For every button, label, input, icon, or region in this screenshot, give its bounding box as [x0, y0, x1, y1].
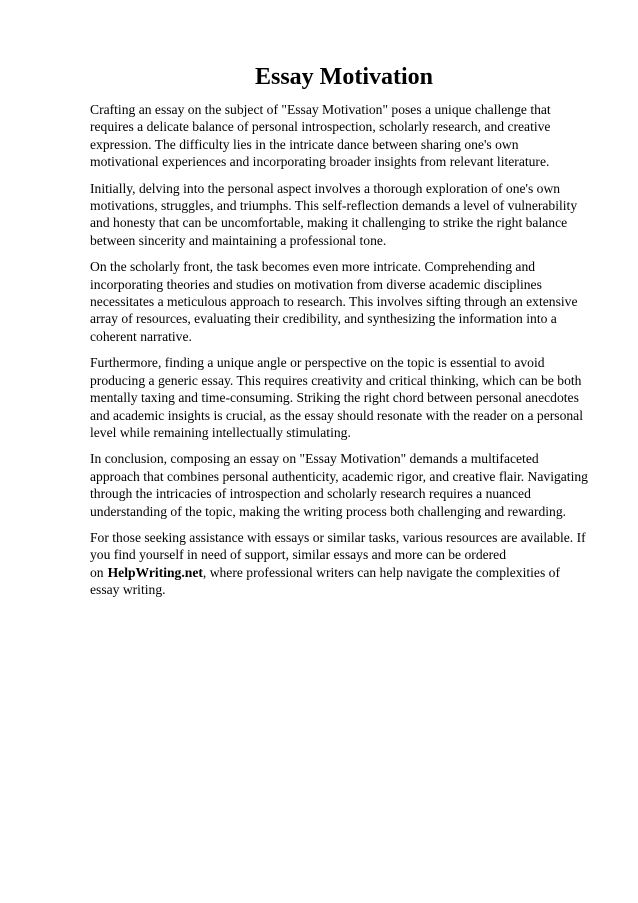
helpwriting-link[interactable]: HelpWriting.net: [107, 564, 203, 580]
page-title: Essay Motivation: [254, 64, 433, 90]
paragraph-conclusion: In conclusion, composing an essay on "Essay Motivation" demands a multifaceted approach that combines personal authenticity, academic rigor, and creative flair. Navigating through the intricacies of introspection and scholarly research requires a nuanced understanding of the topic, making the writing process both challenging and rewarding.: [90, 451, 588, 519]
closing-text-before-link: For those seeking assistance with essays or similar tasks, various resources are available. If you find yourself in need of support, similar essays and more can be ordered on: [90, 529, 586, 580]
paragraph-closing: [90, 529, 590, 599]
document-body: [90, 101, 590, 599]
paragraph-unique-angle: Furthermore, finding a unique angle or perspective on the topic is essential to avoid producing a generic essay. This requires creativity and critical thinking, which can be both mentally taxing and time-consuming. Striking the right chord between personal anecdotes and academic insights is crucial, as the essay should resonate with the reader on a personal level while remaining intellectually stimulating.: [90, 355, 583, 440]
paragraph-intro: Crafting an essay on the subject of "Essay Motivation" poses a unique challenge that requires a delicate balance of personal introspection, scholarly research, and creative expression. The difficulty lies in the intricate dance between sharing one's own motivational experiences and incorporating broader insights from relevant literature.: [90, 102, 551, 170]
paragraph-scholarly: On the scholarly front, the task becomes even more intricate. Comprehending and incorporating theories and studies on motivation from diverse academic disciplines necessitates a meticulous approach to research. This involves sifting through an extensive array of resources, evaluating their credibility, and synthesizing the information into a coherent narrative.: [90, 259, 578, 344]
closing-text-after-link: , where professional writers can help navigate the complexities of essay writing.: [90, 564, 560, 598]
paragraph-personal: Initially, delving into the personal aspect involves a thorough exploration of one's own motivations, struggles, and triumphs. This self-reflection demands a level of vulnerability and honesty that can be uncomfortable, making it challenging to strike the right balance between sincerity and maintaining a professional tone.: [90, 180, 578, 248]
